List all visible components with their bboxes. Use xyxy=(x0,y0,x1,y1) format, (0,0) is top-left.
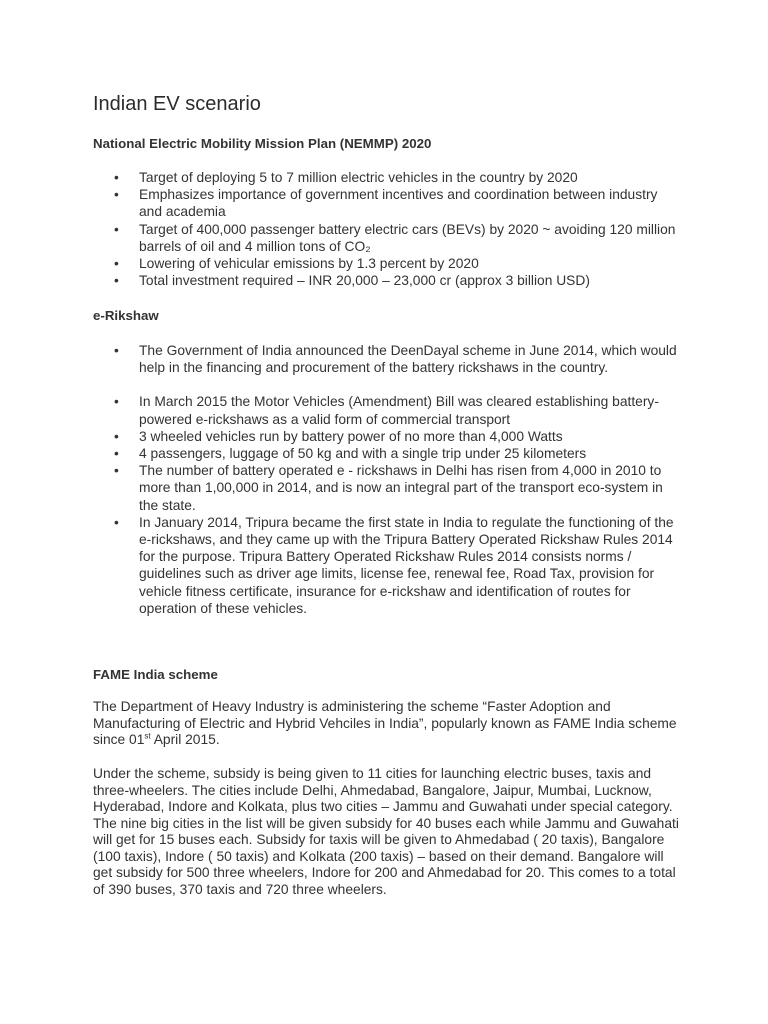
ordinal-suffix: st xyxy=(144,731,151,741)
list-item xyxy=(93,255,683,272)
list-item xyxy=(93,514,683,617)
erikshaw-heading: e-Rikshaw xyxy=(93,308,159,323)
list-item-text: The Government of India announced the DeenDayal scheme in June 2014, which would help in the financing and procurement of the battery rickshaws in the country. xyxy=(139,343,677,376)
list-item xyxy=(93,393,683,427)
list-item xyxy=(93,462,683,514)
bullet-icon: • xyxy=(114,170,119,185)
bullet-icon: • xyxy=(114,428,119,444)
fame-intro-text-end: April 2015. xyxy=(150,732,220,747)
list-item-text: The number of battery operated e - rickshaws in Delhi has risen from 4,000 in 2010 to more than 1,00,000 in 2014, and is now an integral part of the transport eco-system in the state. xyxy=(139,463,663,513)
fame-intro-paragraph xyxy=(93,699,683,749)
bullet-icon: • xyxy=(114,256,119,272)
fame-subsidy-paragraph: Under the scheme, subsidy is being given to 11 cities for launching electric buses, taxis and three-wheelers. The cities include Delhi, Ahmedabad, Bangalore, Jaipur, Mumbai, Lucknow, Hyderabad, Indore and Kolkata, plus two cities – Jammu and Guwahati under special category. The nine big cities in the list will be given subsidy for 40 buses each while Jammu and Guwahati will get for 15 buses each. Subsidy for taxis will be given to Ahmedabad ( 20 taxis), Bangalore (100 taxis), Indore ( 50 taxis) and Kolkata (200 taxis) – based on their demand. Bangalore will get subsidy for 500 three wheelers, Indore for 200 and Ahmedabad for 20. This comes to a total of 390 buses, 370 taxis and 720 three wheelers. xyxy=(93,766,679,897)
list-item-text: Target of 400,000 passenger battery electric cars (BEVs) by 2020 ~ avoiding 120 million barrels of oil and 4 million tons of CO₂ xyxy=(139,221,676,254)
list-item xyxy=(93,169,683,186)
list-item xyxy=(93,272,683,289)
fame-intro-text: The Department of Heavy Industry is administering the scheme “Faster Adoption and Manufacturing of Electric and Hybrid Vehciles in India”, popularly known as FAME India scheme since 01 xyxy=(93,699,677,747)
list-item-text: In March 2015 the Motor Vehicles (Amendment) Bill was cleared establishing battery-powered e-rickshaws as a valid form of commercial transport xyxy=(139,394,659,427)
fame-heading: FAME India scheme xyxy=(93,667,218,682)
bullet-icon: • xyxy=(114,446,119,462)
list-item-text: 3 wheeled vehicles run by battery power of no more than 4,000 Watts xyxy=(139,428,563,444)
list-item xyxy=(93,445,683,462)
document-title: Indian EV scenario xyxy=(93,93,261,115)
list-item-text: Target of deploying 5 to 7 million electric vehicles in the country by 2020 xyxy=(139,170,578,185)
bullet-icon: • xyxy=(114,463,119,479)
list-item xyxy=(93,428,683,445)
list-item xyxy=(93,186,683,220)
list-item-text: 4 passengers, luggage of 50 kg and with a single trip under 25 kilometers xyxy=(139,446,587,462)
list-item-text: Emphasizes importance of government incentives and coordination between industry and academia xyxy=(139,187,658,220)
bullet-icon: • xyxy=(114,514,119,530)
list-item xyxy=(93,221,683,255)
erikshaw-bullet-list xyxy=(93,342,683,617)
bullet-icon: • xyxy=(114,343,119,358)
nemmp-bullet-list xyxy=(93,169,683,289)
bullet-icon: • xyxy=(114,394,119,410)
nemmp-heading: National Electric Mobility Mission Plan (NEMMP) 2020 xyxy=(93,136,432,151)
bullet-icon: • xyxy=(114,273,119,289)
list-item-text: Lowering of vehicular emissions by 1.3 percent by 2020 xyxy=(139,256,479,272)
list-item-text: In January 2014, Tripura became the first state in India to regulate the functioning of the e-rickshaws, and they came up with the Tripura Battery Operated Rickshaw Rules 2014 for the purpose. Tripura Battery Operated Rickshaw Rules 2014 consists norms / guidelines such as driver age limits, license fee, renewal fee, Road Tax, provision for vehicle fitness certificate, insurance for e-rickshaw and identification of routes for operation of these vehicles. xyxy=(139,514,674,616)
bullet-icon: • xyxy=(114,221,119,237)
list-item-text: Total investment required – INR 20,000 – 23,000 cr (approx 3 billion USD) xyxy=(139,273,590,289)
list-item xyxy=(93,342,683,376)
bullet-icon: • xyxy=(114,187,119,203)
